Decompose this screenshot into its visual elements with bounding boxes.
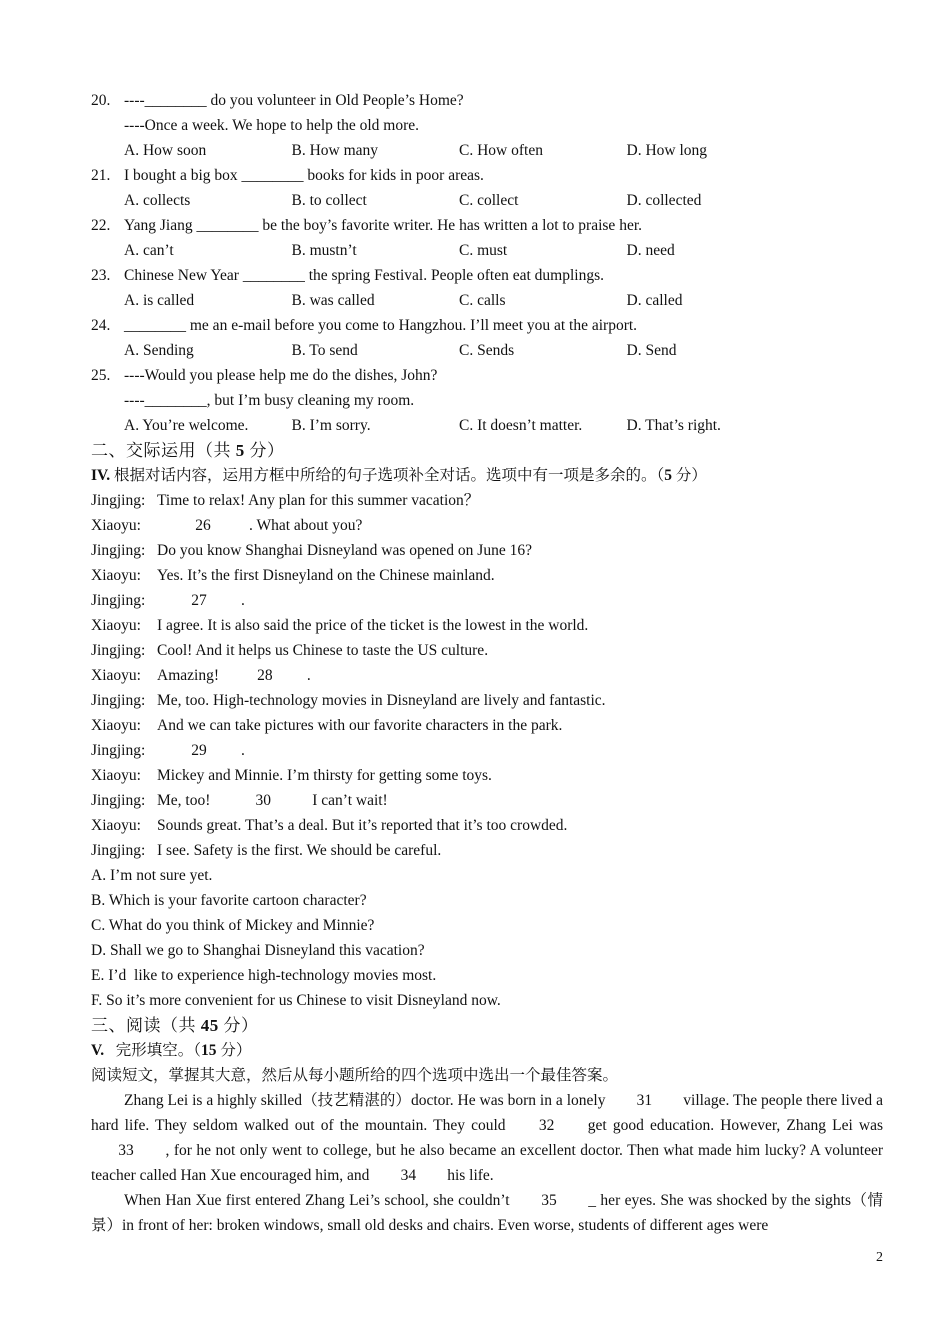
dialogue-pre: I see. Safety is the first. We should be careful. bbox=[157, 842, 442, 859]
dialogue-line bbox=[91, 538, 883, 563]
option: D. need bbox=[626, 242, 675, 259]
dialogue-pre: Sounds great. That’s a deal. But it’s reported that it’s too crowded. bbox=[157, 817, 568, 834]
dialogue-speaker: Jingjing: bbox=[91, 592, 146, 609]
question-number: 21. bbox=[91, 167, 111, 184]
dialogue-text bbox=[157, 838, 441, 863]
dialogue-text bbox=[157, 488, 479, 513]
dialogue-line bbox=[91, 838, 883, 863]
question-line bbox=[91, 363, 883, 388]
dialogue bbox=[91, 488, 883, 863]
dialogue-text bbox=[157, 513, 362, 538]
dialogue-line bbox=[91, 688, 883, 713]
dialogue-pre: Time to relax! Any plan for this summer vacation？ bbox=[157, 492, 480, 509]
dialogue-text bbox=[157, 688, 606, 713]
passage-text: his life. bbox=[443, 1167, 494, 1184]
dialogue-speaker: Jingjing: bbox=[91, 742, 146, 759]
option: D. collected bbox=[626, 192, 702, 209]
question-text: Yang Jiang ________ be the boy’s favorite writer. He has written a lot to praise her. bbox=[124, 217, 643, 234]
dialogue-line bbox=[91, 588, 883, 613]
option: B. to collect bbox=[291, 192, 367, 209]
dialogue-post: . bbox=[241, 592, 245, 609]
question-number bbox=[91, 388, 124, 413]
document-page bbox=[91, 88, 883, 1238]
dialogue-text bbox=[157, 813, 567, 838]
dialogue-text bbox=[157, 588, 245, 613]
dialogue-blank-number: 27 bbox=[191, 592, 207, 609]
section-2-instruction: IV. 根据对话内容，运用方框中所给的句子选项补全对话。选项中有一项是多余的。（5 分） bbox=[91, 467, 707, 484]
dialogue-line bbox=[91, 763, 883, 788]
dialogue-speaker: Xiaoyu: bbox=[91, 517, 141, 534]
dialogue-blank-number: 29 bbox=[191, 742, 207, 759]
option: A. is called bbox=[124, 292, 195, 309]
question-number: 24. bbox=[91, 317, 111, 334]
option: D. How long bbox=[626, 142, 708, 159]
question-number: 23. bbox=[91, 267, 111, 284]
page-number: 2 bbox=[876, 1250, 883, 1265]
dialogue-speaker: Xiaoyu: bbox=[91, 767, 141, 784]
dialogue-text bbox=[157, 713, 562, 738]
question-number: 25. bbox=[91, 367, 111, 384]
dialogue-blank-number: 28 bbox=[257, 667, 273, 684]
option: A. How soon bbox=[124, 142, 207, 159]
dialogue-pre: Amazing! bbox=[157, 667, 223, 684]
question-options bbox=[91, 238, 883, 263]
question-line bbox=[91, 213, 883, 238]
dialogue-text bbox=[157, 613, 588, 638]
question-text: ________ me an e-mail before you come to Hangzhou. I’ll meet you at the airport. bbox=[124, 317, 638, 334]
dialogue-post: I can’t wait! bbox=[312, 792, 388, 809]
option: C. collect bbox=[459, 192, 519, 209]
part-v-title: V. 完形填空。（15 分） bbox=[91, 1042, 252, 1059]
passage-text: When Han Xue first entered Zhang Lei’s school, she couldn’t bbox=[124, 1192, 514, 1209]
question-options bbox=[91, 338, 883, 363]
dialogue-text bbox=[157, 763, 492, 788]
dialogue-line bbox=[91, 613, 883, 638]
dialogue-text bbox=[157, 788, 388, 813]
dialogue-pre: And we can take pictures with our favorite characters in the park. bbox=[157, 717, 563, 734]
option: A. can’t bbox=[124, 242, 174, 259]
option: B. mustn’t bbox=[291, 242, 357, 259]
option: A. You’re welcome. bbox=[124, 417, 249, 434]
question-text: ----Would you please help me do the dishes, John? bbox=[124, 367, 438, 384]
question-options bbox=[91, 188, 883, 213]
dialogue-speaker: Jingjing: bbox=[91, 792, 146, 809]
option: D. That’s right. bbox=[626, 417, 721, 434]
dialogue-line bbox=[91, 713, 883, 738]
dialogue-blank-number: 26 bbox=[195, 517, 211, 534]
part-v-instruction: 阅读短文，掌握其大意，然后从每小题所给的四个选项中选出一个最佳答案。 bbox=[91, 1067, 619, 1084]
option: D. Send bbox=[626, 342, 677, 359]
dialogue-pre: I agree. It is also said the price of the ticket is the lowest in the world. bbox=[157, 617, 589, 634]
dialogue-pre: Mickey and Minnie. I’m thirsty for getting some toys. bbox=[157, 767, 492, 784]
option: C. calls bbox=[459, 292, 506, 309]
passage-text: _ her eyes. She was shocked by the sights（情景）in front of her: broken windows, small old desks and chairs. Even worse, students of different ages were bbox=[91, 1192, 884, 1234]
multiple-choice-questions bbox=[91, 88, 883, 438]
dialogue-text bbox=[157, 538, 532, 563]
dialogue-line bbox=[91, 788, 883, 813]
choice-option: F. So it’s more convenient for us Chinese to visit Disneyland now. bbox=[91, 992, 501, 1009]
question-text: ----________, but I’m busy cleaning my room. bbox=[124, 392, 415, 409]
passage-paragraph-1 bbox=[91, 1088, 883, 1188]
dialogue-text bbox=[157, 738, 245, 763]
dialogue-speaker: Xiaoyu: bbox=[91, 817, 141, 834]
question-options bbox=[91, 138, 883, 163]
question-text: ----________ do you volunteer in Old People’s Home? bbox=[124, 92, 464, 109]
passage-text: get good education. However, Zhang Lei was bbox=[581, 1117, 883, 1134]
question-text: Chinese New Year ________ the spring Festival. People often eat dumplings. bbox=[124, 267, 605, 284]
option: D. called bbox=[626, 292, 683, 309]
option: A. collects bbox=[124, 192, 191, 209]
option: C. must bbox=[459, 242, 508, 259]
question-number: 20. bbox=[91, 92, 111, 109]
cloze-blank-number: 32 bbox=[538, 1117, 555, 1134]
question-options bbox=[91, 413, 883, 438]
cloze-blank-number: 35 bbox=[541, 1192, 557, 1209]
dialogue-speaker: Jingjing: bbox=[91, 692, 146, 709]
choice-option: C. What do you think of Mickey and Minnie? bbox=[91, 917, 375, 934]
section-3-title: 三、阅读（共 45 分） bbox=[91, 1016, 259, 1035]
dialogue-pre: Do you know Shanghai Disneyland was opened on June 16? bbox=[157, 542, 532, 559]
dialogue-line bbox=[91, 638, 883, 663]
option: B. was called bbox=[291, 292, 375, 309]
dialogue-pre: Cool! And it helps us Chinese to taste the US culture. bbox=[157, 642, 489, 659]
dialogue-line bbox=[91, 563, 883, 588]
passage-text: , for he not only went to college, but he also became an excellent doctor. Then what made him lucky? A volunteer teacher called Han Xue encouraged him, and bbox=[91, 1142, 883, 1184]
option: C. Sends bbox=[459, 342, 515, 359]
cloze-blank-number: 31 bbox=[636, 1092, 653, 1109]
dialogue-line bbox=[91, 488, 883, 513]
option: C. How often bbox=[459, 142, 543, 159]
option: A. Sending bbox=[124, 342, 194, 359]
question-text: ----Once a week. We hope to help the old more. bbox=[124, 117, 420, 134]
dialogue-line bbox=[91, 513, 883, 538]
dialogue-speaker: Xiaoyu: bbox=[91, 567, 141, 584]
dialogue-line bbox=[91, 738, 883, 763]
choice-option: D. Shall we go to Shanghai Disneyland this vacation? bbox=[91, 942, 425, 959]
passage-text: Zhang Lei is a highly skilled（技艺精湛的）doctor. He was born in a lonely bbox=[124, 1092, 610, 1109]
question-number: 22. bbox=[91, 217, 111, 234]
question-text: I bought a big box ________ books for kids in poor areas. bbox=[124, 167, 484, 184]
question-number bbox=[91, 113, 124, 138]
option: C. It doesn’t matter. bbox=[459, 417, 583, 434]
option: B. I’m sorry. bbox=[291, 417, 371, 434]
cloze-blank-number: 34 bbox=[400, 1167, 417, 1184]
dialogue-speaker: Xiaoyu: bbox=[91, 717, 141, 734]
answer-choices bbox=[91, 863, 883, 1013]
passage-text: village. The people there lived a hard life. They seldom walked out of the mountain. They could bbox=[91, 1092, 883, 1134]
dialogue-speaker: Jingjing: bbox=[91, 842, 146, 859]
dialogue-pre: Yes. It’s the first Disneyland on the Chinese mainland. bbox=[157, 567, 495, 584]
dialogue-text bbox=[157, 563, 495, 588]
question-line bbox=[91, 163, 883, 188]
question-line bbox=[91, 88, 883, 113]
choice-option: E. I’d like to experience high-technology movies most. bbox=[91, 967, 437, 984]
cloze-blank-number: 33 bbox=[118, 1142, 134, 1159]
dialogue-speaker: Xiaoyu: bbox=[91, 617, 141, 634]
dialogue-text bbox=[157, 663, 311, 688]
option: B. To send bbox=[291, 342, 358, 359]
question-line bbox=[91, 113, 883, 138]
dialogue-text bbox=[157, 638, 488, 663]
dialogue-pre: Me, too. High-technology movies in Disneyland are lively and fantastic. bbox=[157, 692, 606, 709]
question-line bbox=[91, 313, 883, 338]
dialogue-speaker: Jingjing: bbox=[91, 542, 146, 559]
dialogue-speaker: Jingjing: bbox=[91, 642, 146, 659]
choice-option: B. Which is your favorite cartoon character? bbox=[91, 892, 367, 909]
dialogue-line bbox=[91, 813, 883, 838]
passage-paragraph-2 bbox=[91, 1188, 883, 1238]
dialogue-line bbox=[91, 663, 883, 688]
option: B. How many bbox=[291, 142, 379, 159]
dialogue-speaker: Xiaoyu: bbox=[91, 667, 141, 684]
dialogue-post: . bbox=[241, 742, 245, 759]
section-2-title: 二、交际运用（共 5 分） bbox=[91, 441, 285, 460]
dialogue-post: . What about you? bbox=[249, 517, 363, 534]
dialogue-blank-number: 30 bbox=[255, 792, 272, 809]
dialogue-pre: Me, too! bbox=[157, 792, 215, 809]
dialogue-post: . bbox=[306, 667, 311, 684]
question-line bbox=[91, 263, 883, 288]
question-options bbox=[91, 288, 883, 313]
dialogue-speaker: Jingjing: bbox=[91, 492, 146, 509]
choice-option: A. I’m not sure yet. bbox=[91, 867, 213, 884]
question-line bbox=[91, 388, 883, 413]
